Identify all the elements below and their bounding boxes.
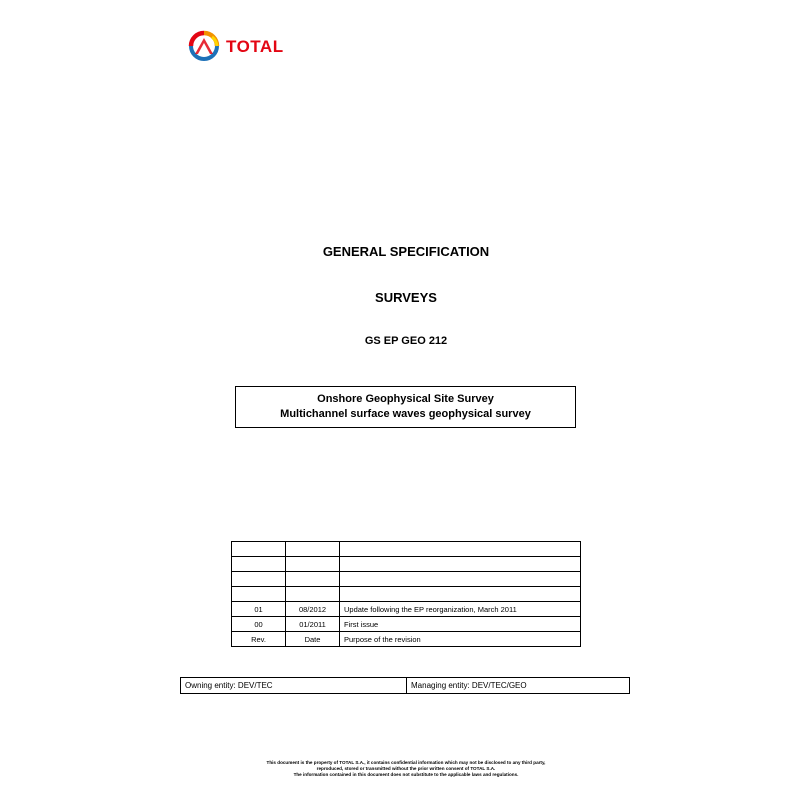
managing-entity: Managing entity: DEV/TEC/GEO	[407, 678, 630, 694]
purpose-cell	[340, 542, 581, 557]
document-type: GENERAL SPECIFICATION	[322, 244, 490, 259]
date-cell	[286, 572, 340, 587]
rev-cell	[232, 587, 286, 602]
table-header-row	[232, 632, 581, 647]
date-cell: 08/2012	[286, 602, 340, 617]
rev-cell	[232, 572, 286, 587]
document-title-line2: Multichannel surface waves geophysical survey	[280, 408, 531, 420]
purpose-cell: First issue	[340, 617, 581, 632]
rev-cell	[232, 542, 286, 557]
total-logo-icon	[186, 28, 222, 64]
table-row	[232, 557, 581, 572]
table-row	[232, 587, 581, 602]
disclaimer-line1: This document is the property of TOTAL S.A., it contains confidential information which may not be disclosed to any third party,	[266, 760, 546, 765]
purpose-cell	[340, 557, 581, 572]
rev-cell: 01	[232, 602, 286, 617]
purpose-cell: Update following the EP reorganization, March 2011	[340, 602, 581, 617]
date-cell: 01/2011	[286, 617, 340, 632]
entity-row	[181, 678, 630, 694]
table-row	[232, 602, 581, 617]
purpose-cell	[340, 572, 581, 587]
document-title-box	[235, 386, 576, 428]
company-logo	[186, 28, 284, 64]
purpose-cell	[340, 587, 581, 602]
disclaimer-line3: The information contained in this document does not substitute to the applicable laws and regulations.	[293, 772, 519, 777]
disclaimer-line2: reproduced, stored or transmitted without the prior written consent of TOTAL S.A.	[316, 766, 496, 771]
confidentiality-disclaimer	[0, 760, 800, 778]
date-header: Date	[286, 632, 340, 647]
table-row	[232, 572, 581, 587]
revision-table	[231, 541, 581, 647]
document-reference: GS EP GEO 212	[364, 335, 448, 347]
document-title-line1: Onshore Geophysical Site Survey	[317, 393, 494, 405]
logo-wordmark: TOTAL	[226, 37, 284, 56]
rev-cell: 00	[232, 617, 286, 632]
document-category: SURVEYS	[375, 290, 437, 305]
owning-entity: Owning entity: DEV/TEC	[181, 678, 407, 694]
entity-table	[180, 677, 630, 694]
date-cell	[286, 542, 340, 557]
date-cell	[286, 557, 340, 572]
rev-header: Rev.	[232, 632, 286, 647]
purpose-header: Purpose of the revision	[340, 632, 581, 647]
date-cell	[286, 587, 340, 602]
table-row	[232, 542, 581, 557]
table-row	[232, 617, 581, 632]
rev-cell	[232, 557, 286, 572]
